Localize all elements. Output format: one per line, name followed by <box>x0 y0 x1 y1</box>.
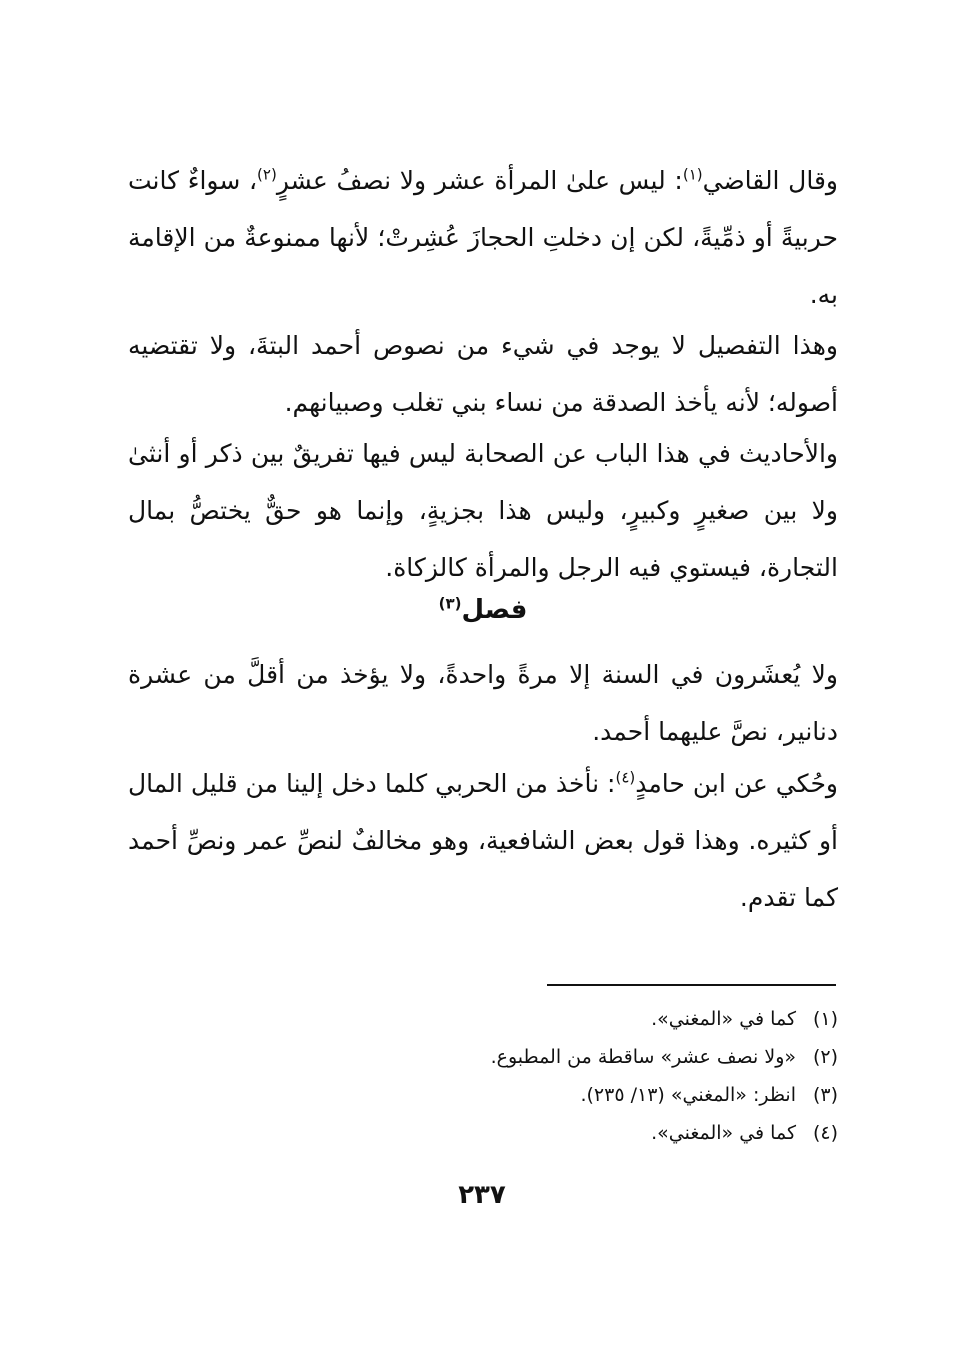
paragraph-1-middle: : ليس علىٰ المرأة عشر ولا نصفُ عشرٍ <box>276 166 683 195</box>
section-heading <box>128 590 838 630</box>
paragraph-1-block <box>128 152 838 323</box>
paragraph-4: ولا يُعشَرون في السنة إلا مرةً واحدةً، ولا يؤخذ من أقلَّ من عشرة دنانير، نصَّ عليهما أحمد. <box>128 660 838 746</box>
footnote-4 <box>400 1114 838 1152</box>
paragraph-1-start: وقال القاضي <box>702 166 838 195</box>
page-number: ٢٣٧ <box>458 1180 506 1210</box>
footnotes-list <box>400 1000 838 1152</box>
section-heading-title: فصل <box>461 595 528 625</box>
footnote-ref-4: (٤) <box>615 768 636 787</box>
footnote-4-number: (٤) <box>812 1122 838 1144</box>
footnote-2 <box>400 1038 838 1076</box>
paragraph-1-end: ، سواءٌ كانت حربيةً أو ذمِّيةً، لكن إن دخلتِ الحجازَ عُشِرتْ؛ لأنها ممنوعةٌ من الإقامة به. <box>128 166 838 309</box>
footnote-1 <box>400 1000 838 1038</box>
footnote-1-text: كما في «المغني». <box>651 1008 796 1030</box>
footnote-4-text: كما في «المغني». <box>651 1122 796 1144</box>
footnote-separator <box>547 984 836 986</box>
footnote-ref-1: (١) <box>682 165 703 184</box>
paragraph-1 <box>128 152 838 323</box>
footnote-2-text: «ولا نصف عشر» ساقطة من المطبوع. <box>490 1046 796 1068</box>
footnote-3 <box>400 1076 838 1114</box>
footnote-2-number: (٢) <box>812 1046 838 1068</box>
footnote-ref-3: (٣) <box>438 594 462 613</box>
footnote-3-number: (٣) <box>812 1084 838 1106</box>
paragraph-4-block <box>128 646 838 760</box>
paragraph-5-block <box>128 755 838 926</box>
paragraph-2-block <box>128 317 838 431</box>
paragraph-2: وهذا التفصيل لا يوجد في شيء من نصوص أحمد البتةَ، ولا تقتضيه أصوله؛ لأنه يأخذ الصدقة من نساء بني تغلب وصبيانهم. <box>128 331 838 417</box>
paragraph-5-end: : نأخذ من الحربي كلما دخل إلينا من قليل المال أو كثيره. وهذا قول بعض الشافعية، وهو مخالفٌ لنصِّ عمر ونصِّ أحمد كما تقدم. <box>128 769 838 912</box>
paragraph-5-start: وحُكي عن ابن حامدٍ <box>635 769 838 798</box>
paragraph-5 <box>128 755 838 926</box>
footnote-3-text: انظر: «المغني» (١٣/ ٢٣٥). <box>580 1084 796 1106</box>
footnote-1-number: (١) <box>812 1008 838 1030</box>
paragraph-3: والأحاديث في هذا الباب عن الصحابة ليس فيها تفريقٌ بين ذكر أو أنثىٰ ولا بين صغيرٍ وكبيرٍ، وليس هذا بجزيةٍ، وإنما هو حقٌّ يختصُّ بمال التجارة، فيستوي فيه الرجل والمرأة كالزكاة. <box>128 439 838 582</box>
paragraph-3-block <box>128 425 838 596</box>
footnote-ref-2: (٢) <box>257 165 277 184</box>
